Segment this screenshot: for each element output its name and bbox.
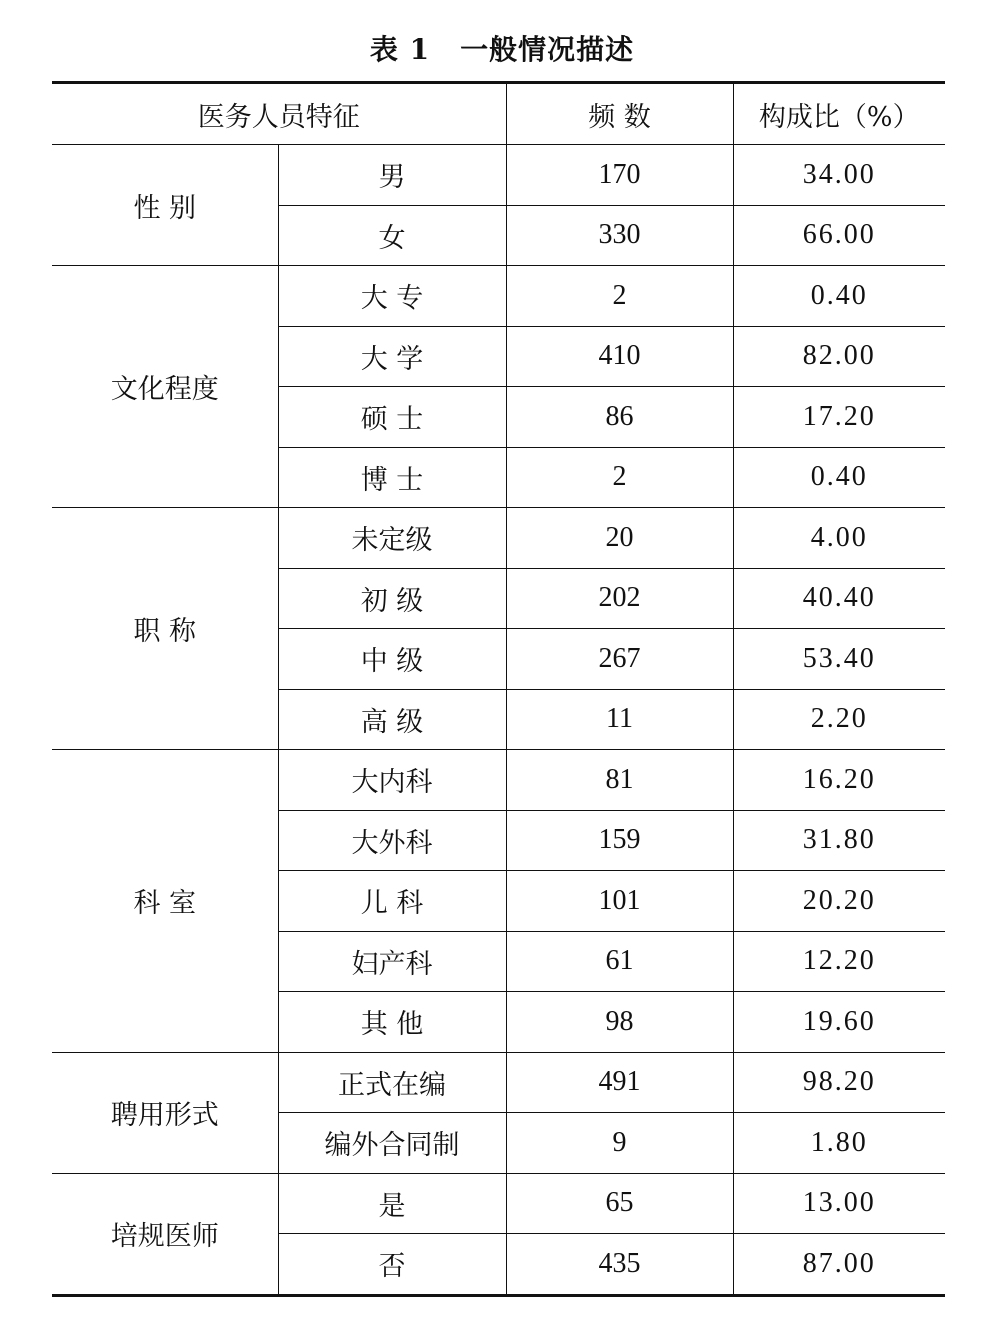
row-label: 大 学 <box>278 326 506 387</box>
count-cell: 65 <box>506 1173 733 1234</box>
percent-cell: 34.00 <box>733 145 945 206</box>
count-cell: 267 <box>506 629 733 690</box>
header-feature: 医务人员特征 <box>52 83 506 145</box>
percent-cell: 82.00 <box>733 326 945 387</box>
count-cell: 81 <box>506 750 733 811</box>
row-label: 大 专 <box>278 266 506 327</box>
table-title: 一般情况描述 <box>460 33 635 66</box>
percent-cell: 20.20 <box>733 871 945 932</box>
count-cell: 61 <box>506 931 733 992</box>
count-cell: 98 <box>506 992 733 1053</box>
percent-cell: 1.80 <box>733 1113 945 1174</box>
percent-cell: 2.20 <box>733 689 945 750</box>
table-body <box>52 145 945 1296</box>
percent-cell: 0.40 <box>733 266 945 327</box>
row-label: 未定级 <box>278 508 506 569</box>
group-label: 科 室 <box>52 750 278 1053</box>
count-cell: 159 <box>506 810 733 871</box>
table-caption <box>0 28 1004 68</box>
row-label: 否 <box>278 1234 506 1296</box>
percent-cell: 98.20 <box>733 1052 945 1113</box>
row-label: 女 <box>278 205 506 266</box>
percent-cell: 53.40 <box>733 629 945 690</box>
percent-cell: 0.40 <box>733 447 945 508</box>
count-cell: 9 <box>506 1113 733 1174</box>
header-row <box>52 83 945 145</box>
header-count: 频 数 <box>506 83 733 145</box>
count-cell: 202 <box>506 568 733 629</box>
row-label: 其 他 <box>278 992 506 1053</box>
count-cell: 101 <box>506 871 733 932</box>
row-label: 儿 科 <box>278 871 506 932</box>
count-cell: 86 <box>506 387 733 448</box>
group-label: 职 称 <box>52 508 278 750</box>
group-label: 文化程度 <box>52 266 278 508</box>
count-cell: 491 <box>506 1052 733 1113</box>
count-cell: 11 <box>506 689 733 750</box>
row-label: 高 级 <box>278 689 506 750</box>
general-info-table <box>52 81 945 1297</box>
percent-cell: 13.00 <box>733 1173 945 1234</box>
row-label: 是 <box>278 1173 506 1234</box>
row-label: 妇产科 <box>278 931 506 992</box>
row-label: 编外合同制 <box>278 1113 506 1174</box>
count-cell: 2 <box>506 266 733 327</box>
percent-cell: 31.80 <box>733 810 945 871</box>
count-cell: 20 <box>506 508 733 569</box>
percent-cell: 66.00 <box>733 205 945 266</box>
table-row <box>52 508 945 569</box>
group-label: 培规医师 <box>52 1173 278 1295</box>
percent-cell: 19.60 <box>733 992 945 1053</box>
count-cell: 410 <box>506 326 733 387</box>
row-label: 男 <box>278 145 506 206</box>
row-label: 中 级 <box>278 629 506 690</box>
table-row <box>52 1052 945 1113</box>
header-percent: 构成比（%） <box>733 83 945 145</box>
row-label: 大内科 <box>278 750 506 811</box>
percent-cell: 16.20 <box>733 750 945 811</box>
percent-cell: 4.00 <box>733 508 945 569</box>
row-label: 硕 士 <box>278 387 506 448</box>
count-cell: 2 <box>506 447 733 508</box>
count-cell: 330 <box>506 205 733 266</box>
count-cell: 170 <box>506 145 733 206</box>
percent-cell: 87.00 <box>733 1234 945 1296</box>
table-number: 表 1 <box>369 33 431 66</box>
row-label: 初 级 <box>278 568 506 629</box>
table-row <box>52 266 945 327</box>
table-row <box>52 1173 945 1234</box>
row-label: 博 士 <box>278 447 506 508</box>
percent-cell: 40.40 <box>733 568 945 629</box>
row-label: 正式在编 <box>278 1052 506 1113</box>
group-label: 聘用形式 <box>52 1052 278 1173</box>
percent-cell: 12.20 <box>733 931 945 992</box>
row-label: 大外科 <box>278 810 506 871</box>
table-row <box>52 145 945 206</box>
group-label: 性 别 <box>52 145 278 266</box>
percent-cell: 17.20 <box>733 387 945 448</box>
table-row <box>52 750 945 811</box>
count-cell: 435 <box>506 1234 733 1296</box>
